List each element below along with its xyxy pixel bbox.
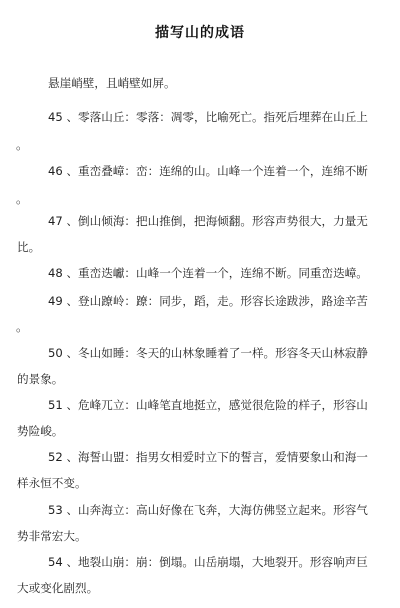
text-line: 。 — [16, 192, 29, 206]
text-line: 比。 — [17, 240, 41, 254]
text-line: 大或变化剧烈。 — [17, 581, 99, 595]
text-line: 46 、重峦叠嶂：峦：连绵的山。山峰一个连着一个，连绵不断 — [48, 164, 368, 178]
text-line: 53 、山奔海立：高山好像在飞奔，大海仿佛竖立起来。形容气 — [48, 503, 368, 517]
text-line: 。 — [16, 320, 29, 334]
text-line: 54 、地裂山崩：崩：倒塌。山岳崩塌，大地裂开。形容响声巨 — [48, 555, 368, 569]
text-line: 的景象。 — [17, 372, 64, 386]
text-line: 悬崖峭壁，且峭壁如屏。 — [48, 76, 176, 90]
page-title: 描写山的成语 — [155, 25, 245, 41]
text-line: 51 、危峰兀立：山峰笔直地挺立，感觉很危险的样子，形容山 — [48, 398, 368, 412]
text-line: 47 、倒山倾海：把山推倒，把海倾翻。形容声势很大，力量无 — [48, 214, 368, 228]
text-line: 45 、零落山丘：零落：凋零，比喻死亡。指死后埋葬在山丘上 — [48, 110, 368, 124]
text-line: 。 — [16, 138, 29, 152]
text-line: 样永恒不变。 — [17, 476, 87, 490]
text-line: 势非常宏大。 — [17, 529, 87, 543]
text-line: 52 、海誓山盟：指男女相爱时立下的誓言，爱情要象山和海一 — [48, 450, 368, 464]
text-line: 势险峻。 — [17, 424, 64, 438]
text-line: 49 、登山蹽岭：蹽：同步，蹈，走。形容长途跋涉，路途辛苦 — [48, 294, 368, 308]
text-line: 48 、重峦迭巘：山峰一个连着一个，连绵不断。同重峦迭嶂。 — [48, 266, 368, 280]
text-line: 50 、冬山如睡：冬天的山林象睡着了一样。形容冬天山林寂静 — [48, 346, 368, 360]
